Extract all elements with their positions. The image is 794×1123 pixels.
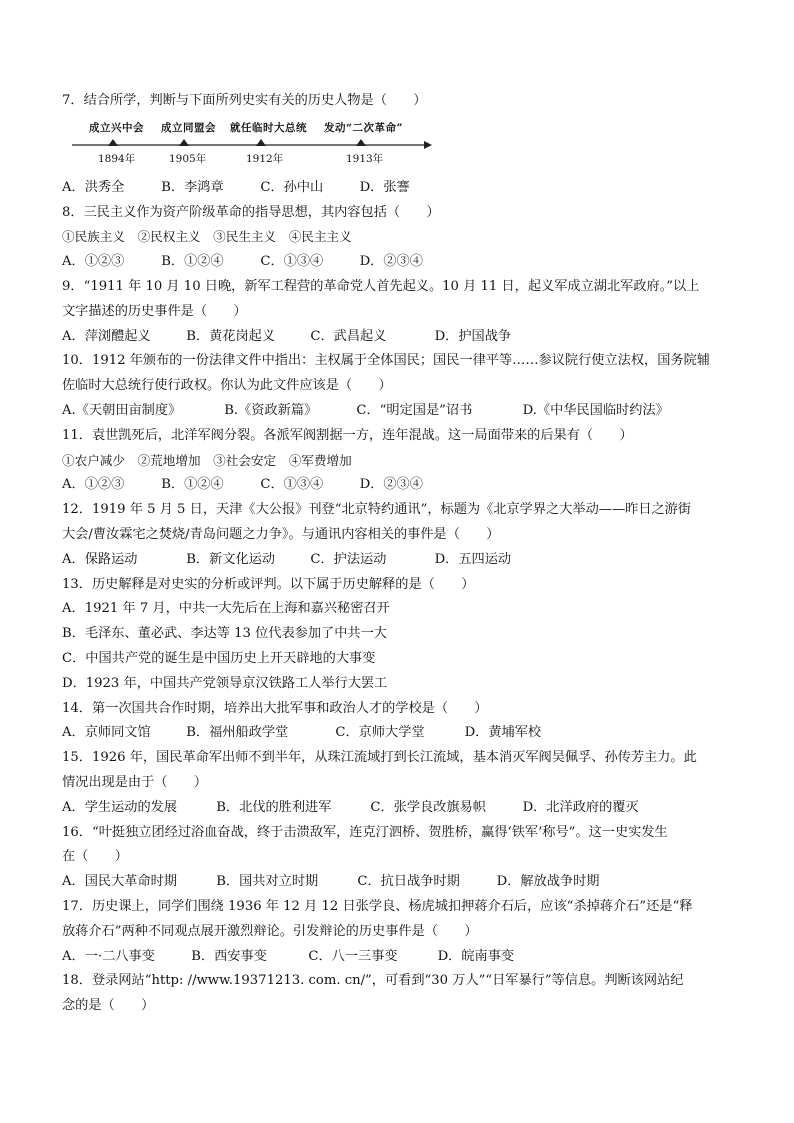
q12-options — [62, 548, 742, 573]
q10-option-b: B.《资政新篇》 — [224, 402, 318, 418]
q8-option-c: C．①③④ — [260, 254, 324, 270]
q9-option-a: A．萍浏醴起义 — [62, 328, 151, 344]
q9-stem-line2: 文字描述的历史事件是（ ） — [62, 303, 247, 319]
q12-option-a: A．保路运动 — [62, 551, 138, 567]
q16-option-c: C．抗日战争时期 — [357, 874, 460, 890]
timeline-year-4: 1913年 — [346, 152, 384, 165]
timeline-marker-1905 — [179, 139, 189, 146]
q11-options — [62, 473, 742, 498]
q16-option-b: B．国共对立时期 — [216, 874, 319, 890]
q7-timeline — [62, 118, 742, 170]
q11-option-d: D．②③④ — [359, 477, 423, 493]
q16-stem-line1: 16．“叶挺独立团经过浴血奋战，终于击溃敌军，连克汀泗桥、贺胜桥，赢得‘铁军’称号”。这一史实发生 — [62, 824, 668, 840]
q10-option-c: C．“明定国是”诏书 — [356, 402, 473, 418]
q15-option-d: D．北洋政府的覆灭 — [522, 799, 639, 815]
q9-option-c: C．武昌起义 — [310, 328, 387, 344]
q15-option-a: A．学生运动的发展 — [62, 799, 178, 815]
q10-options — [62, 399, 742, 424]
q14-option-d: D．黄埔军校 — [464, 725, 542, 741]
q16-stem-line2: 在（ ） — [62, 849, 128, 865]
exam-page — [62, 89, 742, 1019]
q8-option-b: B．①②④ — [161, 254, 224, 270]
timeline-year-2: 1905年 — [169, 152, 207, 165]
q17-stem-line2: 放蒋介石”两种不同观点展开激烈辩论。引发辩论的历史事件是（ ） — [62, 923, 478, 939]
q10-stem-line2: 佐临时大总统行使行政权。你认为此文件应该是（ ） — [62, 378, 392, 394]
q16-option-d: D．解放战争时期 — [496, 874, 600, 890]
q14-option-a: A．京师同文馆 — [62, 725, 151, 741]
q9-stem-line1: 9．“1911 年 10 月 10 日晚，新军工程营的革命党人首先起义。10 月 11 日，起义军成立湖北军政府。”以上 — [62, 278, 700, 294]
q13-option-b: B．毛泽东、董必武、李达等 13 位代表参加了中共一大 — [62, 626, 387, 642]
q14-stem: 14．第一次国共合作时期，培养出大批军事和政治人才的学校是（ ） — [62, 700, 488, 716]
q10-option-a: A.《天朝田亩制度》 — [62, 402, 182, 418]
q11-option-a: A．①②③ — [62, 477, 125, 493]
q15-stem-line2: 情况出现是由于（ ） — [62, 774, 208, 790]
q17-option-b: B．西安事变 — [191, 948, 267, 964]
q14-options — [62, 721, 742, 746]
q10-option-d: D.《中华民国临时约法》 — [522, 402, 669, 418]
q15-option-b: B．北伐的胜利进军 — [216, 799, 332, 815]
q17-option-a: A．一·二八事变 — [62, 948, 155, 964]
q12-stem-line2: 大会/曹汝霖宅之焚烧/青岛问题之力争》。与通讯内容相关的事件是（ ） — [62, 526, 500, 542]
q13-stem: 13．历史解释是对史实的分析或评判。以下属于历史解释的是（ ） — [62, 576, 475, 592]
q8-items: ①民族主义 ②民权主义 ③民生主义 ④民主主义 — [62, 229, 352, 245]
timeline-event-2: 成立同盟会 — [161, 121, 216, 134]
q10-stem-line1: 10．1912 年颁布的一份法律文件中指出：主权属于全体国民；国民一律平等……参议院行使立法权，国务院辅 — [62, 353, 710, 369]
q9-option-b: B．黄花岗起义 — [186, 328, 276, 344]
q8-stem: 8．三民主义作为资产阶级革命的指导思想，其内容包括（ ） — [62, 204, 440, 220]
q18-stem-line1: 18．登录网站“http: //www.19371213. com. cn/”，可看到“30 万人”“日军暴行”等信息。判断该网站纪 — [62, 973, 684, 989]
q7-option-a: A．洪秀全 — [62, 179, 125, 195]
q11-items: ①农户减少 ②荒地增加 ③社会安定 ④军费增加 — [62, 452, 352, 468]
q17-option-c: C．八一三事变 — [308, 948, 398, 964]
q9-option-d: D．护国战争 — [434, 328, 512, 344]
q17-option-d: D．皖南事变 — [437, 948, 515, 964]
q16-option-a: A．国民大革命时期 — [62, 874, 178, 890]
q15-stem-line1: 15．1926 年，国民革命军出师不到半年，从珠江流域打到长江流域，基本消灭军阀吴佩孚、孙传芳主力。此 — [62, 750, 697, 766]
timeline-year-1: 1894年 — [98, 152, 136, 165]
q18-stem-line2: 念的是（ ） — [62, 998, 155, 1014]
q13-option-a: A．1921 年 7 月，中共一大先后在上海和嘉兴秘密召开 — [62, 601, 390, 617]
q7-option-c: C．孙中山 — [260, 179, 324, 195]
q14-option-b: B．福州船政学堂 — [186, 725, 289, 741]
q15-option-c: C．张学良改旗易帜 — [370, 799, 486, 815]
timeline-marker-1894 — [108, 139, 118, 146]
q15-options — [62, 796, 742, 821]
timeline-marker-1912 — [256, 139, 266, 146]
q9-options — [62, 325, 742, 350]
q8-option-d: D．②③④ — [359, 254, 423, 270]
q8-option-a: A．①②③ — [62, 254, 125, 270]
timeline-event-1: 成立兴中会 — [89, 121, 144, 134]
q11-option-b: B．①②④ — [161, 477, 224, 493]
q7-options — [62, 176, 742, 201]
q14-option-c: C．京师大学堂 — [335, 725, 425, 741]
q16-options — [62, 870, 742, 895]
q12-option-b: B．新文化运动 — [186, 551, 276, 567]
q7-stem: 7．结合所学，判断与下面所列史实有关的历史人物是（ ） — [62, 93, 427, 108]
q17-stem-line1: 17．历史课上，同学们围绕 1936 年 12 月 12 日张学良、杨虎城扣押蒋介石后，应该“杀掉蒋介石”还是“释 — [62, 898, 693, 914]
q8-options — [62, 250, 742, 275]
q7-option-b: B．李鸿章 — [161, 179, 224, 195]
q12-option-d: D．五四运动 — [434, 551, 512, 567]
q7-option-d: D．张謇 — [359, 179, 410, 195]
q17-options — [62, 945, 742, 970]
q13-option-c: C．中国共产党的诞生是中国历史上开天辟地的大事变 — [62, 650, 376, 666]
timeline-event-3: 就任临时大总统 — [230, 121, 307, 134]
timeline-marker-1913 — [356, 139, 366, 146]
q11-stem: 11．袁世凯死后，北洋军阀分裂。各派军阀割据一方，连年混战。这一局面带来的后果有（ ） — [62, 427, 633, 443]
timeline-event-4: 发动“二次革命” — [324, 121, 404, 134]
q13-option-d: D．1923 年，中国共产党领导京汉铁路工人举行大罢工 — [62, 675, 388, 691]
q11-option-c: C．①③④ — [260, 477, 324, 493]
q12-option-c: C．护法运动 — [310, 551, 387, 567]
q12-stem-line1: 12．1919 年 5 月 5 日，天津《大公报》刊登“北京特约通讯”，标题为《北京学界之大举动——昨日之游街 — [62, 502, 692, 518]
timeline-year-3: 1912年 — [246, 152, 284, 165]
